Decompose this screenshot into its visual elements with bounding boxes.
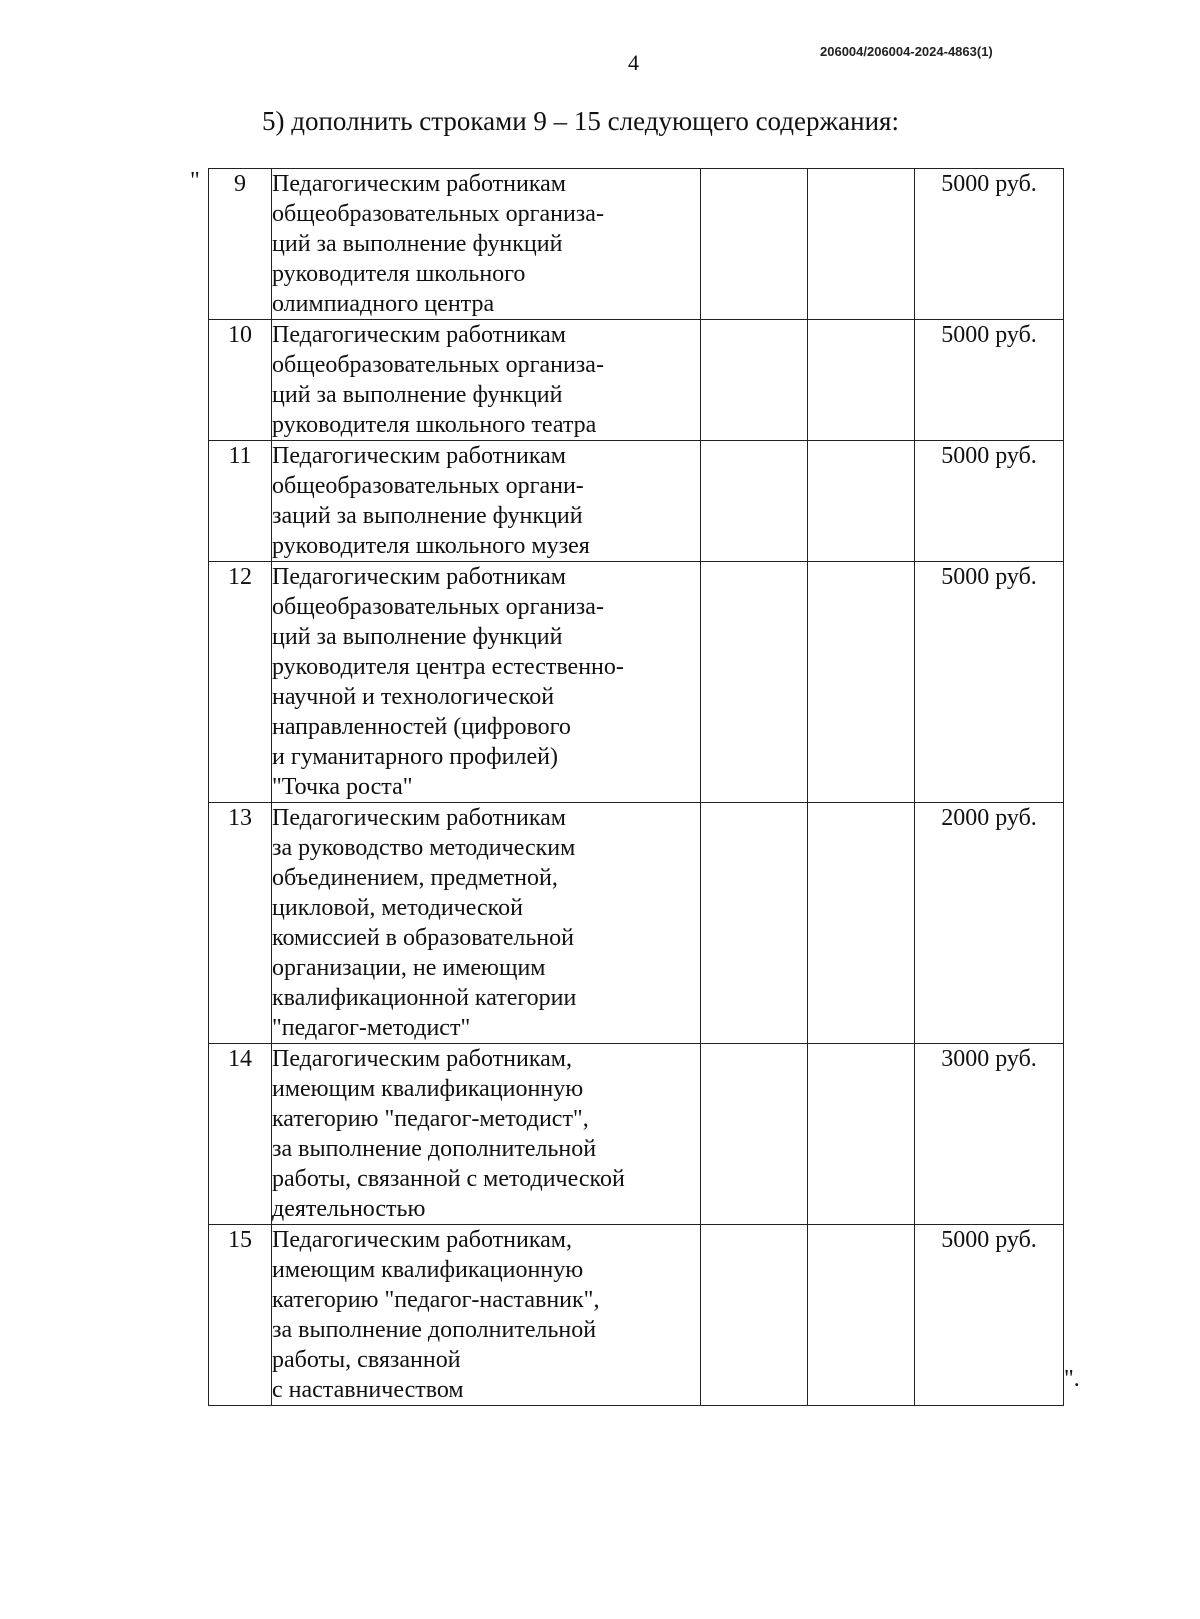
- empty-cell: [701, 1225, 808, 1406]
- row-number: 13: [209, 803, 272, 1044]
- empty-cell: [701, 1044, 808, 1225]
- document-id: 206004/206004-2024-4863(1): [820, 44, 993, 59]
- intro-paragraph: 5) дополнить строками 9 – 15 следующего содержания:: [262, 106, 899, 136]
- row-amount: 2000 руб.: [915, 803, 1064, 1044]
- table-row: [209, 441, 1064, 562]
- empty-cell: [701, 441, 808, 562]
- empty-cell: [808, 320, 915, 441]
- row-amount: 5000 руб.: [915, 1225, 1064, 1406]
- empty-cell: [808, 169, 915, 320]
- row-number: 15: [209, 1225, 272, 1406]
- empty-cell: [701, 562, 808, 803]
- empty-cell: [701, 169, 808, 320]
- table-row: [209, 169, 1064, 320]
- empty-cell: [701, 803, 808, 1044]
- table-row: [209, 320, 1064, 441]
- table-row: [209, 1044, 1064, 1225]
- empty-cell: [808, 562, 915, 803]
- row-number: 11: [209, 441, 272, 562]
- row-amount: 5000 руб.: [915, 320, 1064, 441]
- row-amount: 5000 руб.: [915, 562, 1064, 803]
- row-amount: 5000 руб.: [915, 169, 1064, 320]
- row-description: Педагогическим работникам, имеющим квалификационную категорию "педагог-наставник", за выполнение дополнительной работы, связанной с наставничеством: [272, 1225, 701, 1406]
- opening-quote-mark: ": [190, 168, 200, 194]
- empty-cell: [808, 441, 915, 562]
- row-description: Педагогическим работникам, имеющим квалификационную категорию "педагог-методист", за выполнение дополнительной работы, связанной с методической деятельностью: [272, 1044, 701, 1225]
- row-description: Педагогическим работникам за руководство методическим объединением, предметной, цикловой, методической комиссией в образовательной организации, не имеющим квалификационной категории "педагог-методист": [272, 803, 701, 1044]
- empty-cell: [808, 803, 915, 1044]
- table-row: [209, 562, 1064, 803]
- row-amount: 5000 руб.: [915, 441, 1064, 562]
- row-number: 10: [209, 320, 272, 441]
- page-number: 4: [628, 50, 639, 75]
- empty-cell: [701, 320, 808, 441]
- row-description: Педагогическим работникам общеобразовательных органи- заций за выполнение функций руководителя школьного музея: [272, 441, 701, 562]
- empty-cell: [808, 1225, 915, 1406]
- row-description: Педагогическим работникам общеобразовательных организа- ций за выполнение функций руководителя центра естественно- научной и технологической направленностей (цифрового и гуманитарного профилей) "Точка роста": [272, 562, 701, 803]
- row-number: 12: [209, 562, 272, 803]
- closing-quote-mark: ".: [1064, 1366, 1080, 1392]
- row-amount: 3000 руб.: [915, 1044, 1064, 1225]
- empty-cell: [808, 1044, 915, 1225]
- table-row: [209, 1225, 1064, 1406]
- amendment-table: [208, 168, 1064, 1406]
- row-number: 9: [209, 169, 272, 320]
- row-number: 14: [209, 1044, 272, 1225]
- row-description: Педагогическим работникам общеобразовательных организа- ций за выполнение функций руководителя школьного театра: [272, 320, 701, 441]
- table-row: [209, 803, 1064, 1044]
- row-description: Педагогическим работникам общеобразовательных организа- ций за выполнение функций руководителя школьного олимпиадного центра: [272, 169, 701, 320]
